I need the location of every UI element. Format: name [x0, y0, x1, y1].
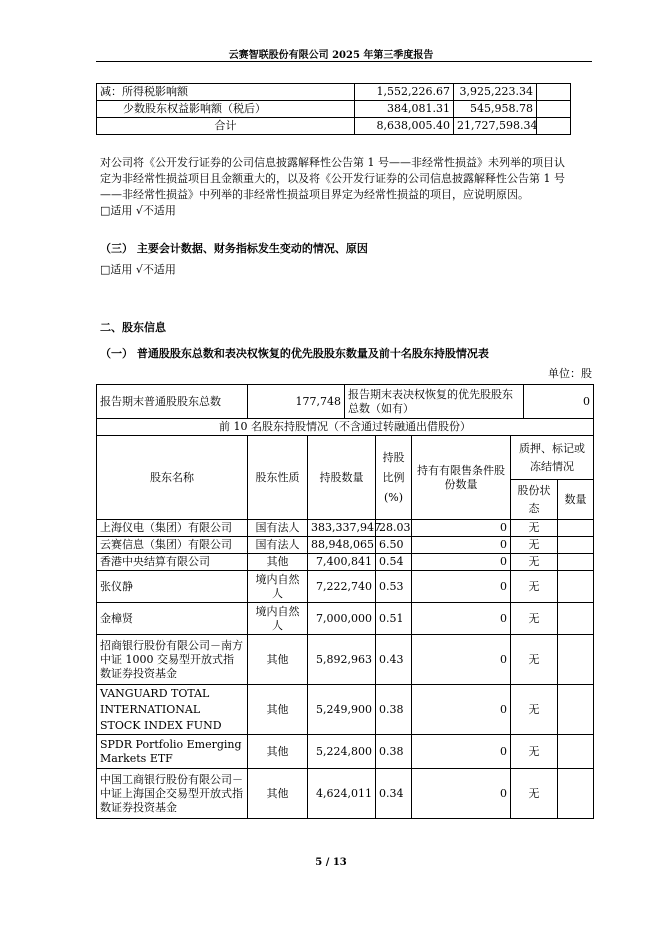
table-row: [97, 84, 571, 101]
holder-name: 香港中央结算有限公司: [97, 554, 248, 571]
holder-ratio: 0.38: [376, 685, 412, 735]
col-header-name: 股东名称: [97, 436, 248, 520]
holder-shares: 4,624,011: [308, 769, 376, 819]
table-row: [97, 571, 594, 603]
holder-nature: 其他: [248, 554, 308, 571]
holder-restricted: 0: [412, 735, 511, 769]
holder-name: 金樟贤: [97, 603, 248, 635]
applicability-option: □适用 √不适用: [100, 263, 176, 276]
section-heading: （三） 主要会计数据、财务指标发生变动的情况、原因: [100, 242, 368, 255]
holder-restricted: 0: [412, 635, 511, 685]
total-holders-value: 177,748: [248, 385, 345, 419]
col-header-ratio: 持股比例(%): [376, 436, 412, 520]
holder-nature: 其他: [248, 735, 308, 769]
holder-nature: 境内自然人: [248, 603, 308, 635]
pref-holders-label: 报告期末表决权恢复的优先股股东总数（如有）: [345, 385, 524, 419]
holder-qty: [558, 571, 594, 603]
holder-restricted: 0: [412, 571, 511, 603]
page-header: 云赛智联股份有限公司 2025 年第三季度报告: [228, 50, 434, 61]
col-header-state: 股份状态: [511, 480, 558, 520]
empty-cell: [537, 101, 571, 118]
col-header-nature: 股东性质: [248, 436, 308, 520]
applicability-option: □适用 √不适用: [100, 204, 176, 217]
col-header-qty: 数量: [558, 480, 594, 520]
holder-ratio: 0.53: [376, 571, 412, 603]
holder-shares: 383,337,947: [308, 520, 376, 537]
holder-nature: 境内自然人: [248, 571, 308, 603]
holder-shares: 7,000,000: [308, 603, 376, 635]
table-row: [97, 554, 594, 571]
holder-qty: [558, 554, 594, 571]
holder-shares: 88,948,065: [308, 537, 376, 554]
holder-qty: [558, 603, 594, 635]
header-row: [97, 436, 594, 480]
holder-nature: 其他: [248, 769, 308, 819]
holder-shares: 7,222,740: [308, 571, 376, 603]
unit-label: 单位：股: [548, 367, 592, 380]
col-header-pledge: 质押、标记或冻结情况: [511, 436, 594, 480]
table-row: [97, 735, 594, 769]
holder-name: 中国工商银行股份有限公司－中证上海国企交易型开放式指数证券投资基金: [97, 769, 248, 819]
explanation-paragraph: [100, 155, 600, 219]
holder-state: 无: [511, 635, 558, 685]
holder-qty: [558, 537, 594, 554]
holder-shares: 7,400,841: [308, 554, 376, 571]
value-cell: 3,925,223.34: [454, 84, 537, 101]
holder-qty: [558, 685, 594, 735]
row-label: 合计: [97, 118, 355, 135]
table-row: [97, 769, 594, 819]
holder-ratio: 28.03: [376, 520, 412, 537]
page-number: 5 / 13: [315, 857, 347, 868]
holder-nature: 国有法人: [248, 537, 308, 554]
shareholders-table: [96, 384, 594, 819]
total-holders-label: 报告期末普通股股东总数: [97, 385, 248, 419]
holder-ratio: 0.38: [376, 735, 412, 769]
holder-ratio: 0.34: [376, 769, 412, 819]
empty-cell: [537, 84, 571, 101]
table-row: [97, 118, 571, 135]
holder-restricted: 0: [412, 537, 511, 554]
col-header-shares: 持股数量: [308, 436, 376, 520]
holder-state: 无: [511, 520, 558, 537]
nonrecurring-table: [96, 83, 571, 135]
holder-shares: 5,224,800: [308, 735, 376, 769]
summary-row: [97, 385, 594, 419]
section-heading: 二、股东信息: [100, 321, 166, 334]
holder-shares: 5,892,963: [308, 635, 376, 685]
top10-caption: 前 10 名股东持股情况（不含通过转融通出借股份）: [97, 419, 594, 436]
holder-ratio: 6.50: [376, 537, 412, 554]
holder-restricted: 0: [412, 554, 511, 571]
paragraph-line: 对公司将《公开发行证券的公司信息披露解释性公告第 1 号——非经常性损益》未列举的项目认: [100, 156, 565, 169]
holder-name: 上海仪电（集团）有限公司: [97, 520, 248, 537]
holder-state: 无: [511, 571, 558, 603]
holder-ratio: 0.51: [376, 603, 412, 635]
holder-ratio: 0.43: [376, 635, 412, 685]
value-cell: 384,081.31: [355, 101, 454, 118]
holder-state: 无: [511, 735, 558, 769]
holder-state: 无: [511, 769, 558, 819]
table-row: [97, 685, 594, 735]
holder-nature: 国有法人: [248, 520, 308, 537]
holder-shares: 5,249,900: [308, 685, 376, 735]
paragraph-line: 定为非经常性损益项目且金额重大的，以及将《公开发行证券的公司信息披露解释性公告第 1 号: [100, 172, 565, 185]
value-cell: 1,552,226.67: [355, 84, 454, 101]
empty-cell: [537, 118, 571, 135]
holder-state: 无: [511, 685, 558, 735]
holder-name: 招商银行股份有限公司－南方中证 1000 交易型开放式指数证券投资基金: [97, 635, 248, 685]
holder-ratio: 0.54: [376, 554, 412, 571]
value-cell: 545,958.78: [454, 101, 537, 118]
value-cell: 8,638,005.40: [355, 118, 454, 135]
table-row: [97, 520, 594, 537]
holder-nature: 其他: [248, 685, 308, 735]
pref-holders-value: 0: [524, 385, 594, 419]
holder-state: 无: [511, 554, 558, 571]
holder-restricted: 0: [412, 520, 511, 537]
holder-state: 无: [511, 537, 558, 554]
sub-heading: （一） 普通股股东总数和表决权恢复的优先股股东数量及前十名股东持股情况表: [100, 347, 489, 360]
table-row: [97, 603, 594, 635]
holder-name: VANGUARD TOTAL INTERNATIONAL STOCK INDEX FUND: [97, 685, 248, 735]
value-cell: 21,727,598.34: [454, 118, 537, 135]
table-row: [97, 537, 594, 554]
holder-qty: [558, 769, 594, 819]
header-rule: [96, 61, 592, 62]
holder-qty: [558, 520, 594, 537]
holder-qty: [558, 635, 594, 685]
holder-name: SPDR Portfolio Emerging Markets ETF: [97, 735, 248, 769]
table-row: [97, 635, 594, 685]
holder-nature: 其他: [248, 635, 308, 685]
holder-restricted: 0: [412, 685, 511, 735]
holder-name: 张仪静: [97, 571, 248, 603]
holder-name: 云赛信息（集团）有限公司: [97, 537, 248, 554]
holder-restricted: 0: [412, 769, 511, 819]
holder-qty: [558, 735, 594, 769]
row-label: 少数股东权益影响额（税后）: [97, 101, 355, 118]
holder-restricted: 0: [412, 603, 511, 635]
col-header-restricted: 持有有限售条件股份数量: [412, 436, 511, 520]
paragraph-line: ——非经常性损益》中列举的非经常性损益项目界定为经常性损益的项目，应说明原因。: [100, 188, 529, 201]
holder-state: 无: [511, 603, 558, 635]
table-row: [97, 101, 571, 118]
row-label: 减：所得税影响额: [97, 84, 355, 101]
caption-row: [97, 419, 594, 436]
